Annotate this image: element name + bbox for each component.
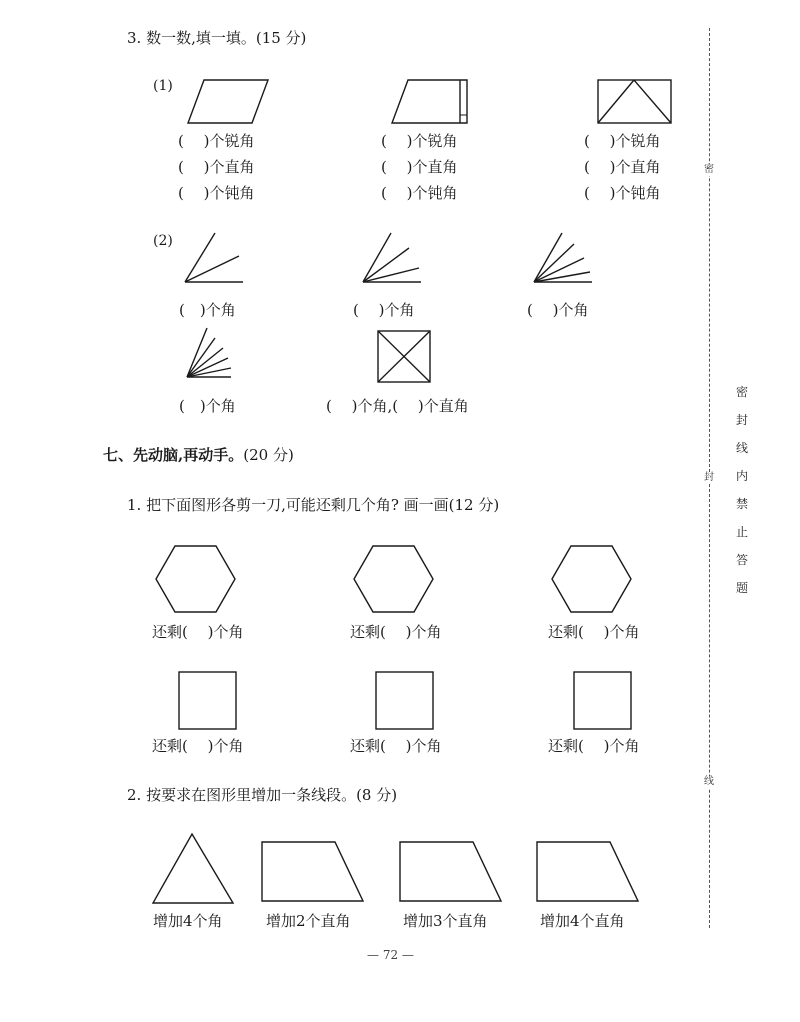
group3-acute: ( )个锐角 [584, 132, 661, 150]
group2-right: ( )个直角 [381, 158, 458, 176]
seal-notice: 密封线内禁止答题 [735, 385, 748, 595]
group1-obtuse: ( )个钝角 [178, 184, 255, 202]
square-label-3: 还剩( )个角 [548, 737, 640, 755]
right-trapezoid-figure [390, 78, 470, 126]
group1-acute: ( )个锐角 [178, 132, 255, 150]
section7-score: (20 分) [243, 446, 294, 464]
right-trapezoid-figure-1 [260, 840, 366, 904]
q2-label-4: 增加4个直角 [540, 912, 625, 930]
rays-figure-3 [361, 230, 423, 285]
group2-obtuse: ( )个钝角 [381, 184, 458, 202]
rays-figure-2 [183, 230, 245, 285]
part2-answer-1: ( )个角 [179, 301, 236, 319]
section7-heading [103, 444, 294, 465]
q2-label-2: 增加2个直角 [266, 912, 351, 930]
seal-tag-2: 封 [701, 472, 717, 484]
q3-part1-label: (1) [153, 78, 173, 94]
s7-q2-title: 2. 按要求在图形里增加一条线段。(8 分) [127, 786, 398, 804]
square-figure-2 [375, 671, 435, 731]
s7-q1-title: 1. 把下面图形各剪一刀,可能还剩几个角? 画一画(12 分) [127, 496, 500, 514]
section7-title: 七、先动脑,再动手。 [103, 446, 244, 464]
part2-answer-2: ( )个角 [353, 301, 415, 319]
right-trapezoid-figure-3 [535, 840, 641, 904]
hexagon-label-3: 还剩( )个角 [548, 623, 640, 641]
seal-tag-1: 密 [701, 164, 717, 176]
group3-right: ( )个直角 [584, 158, 661, 176]
parallelogram-figure [186, 78, 270, 126]
square-diagonals-figure [377, 330, 433, 384]
seal-tag-3: 线 [701, 776, 717, 788]
square-figure-3 [573, 671, 633, 731]
square-label-2: 还剩( )个角 [350, 737, 442, 755]
q3-title: 3. 数一数,填一填。(15 分) [127, 29, 307, 47]
part2-answer-5: ( )个角,( )个直角 [326, 397, 469, 415]
q2-label-3: 增加3个直角 [403, 912, 488, 930]
square-figure-1 [178, 671, 238, 731]
hexagon-figure-3 [551, 544, 633, 614]
rays-figure-4 [532, 230, 594, 285]
hexagon-label-1: 还剩( )个角 [152, 623, 244, 641]
hexagon-figure-2 [353, 544, 435, 614]
hexagon-figure-1 [155, 544, 237, 614]
triangle-figure [151, 832, 235, 906]
right-trapezoid-figure-2 [398, 840, 504, 904]
rectangle-triangle-figure [597, 78, 673, 126]
group1-right: ( )个直角 [178, 158, 255, 176]
group3-obtuse: ( )个钝角 [584, 184, 661, 202]
hexagon-label-2: 还剩( )个角 [350, 623, 442, 641]
group2-acute: ( )个锐角 [381, 132, 458, 150]
rays-figure-5 [185, 326, 233, 380]
q2-label-1: 增加4个角 [153, 912, 223, 930]
square-label-1: 还剩( )个角 [152, 737, 244, 755]
q3-part2-label: (2) [153, 233, 173, 249]
page-number: — 72 — [367, 948, 414, 962]
part2-answer-4: ( )个角 [179, 397, 236, 415]
part2-answer-3: ( )个角 [527, 301, 589, 319]
